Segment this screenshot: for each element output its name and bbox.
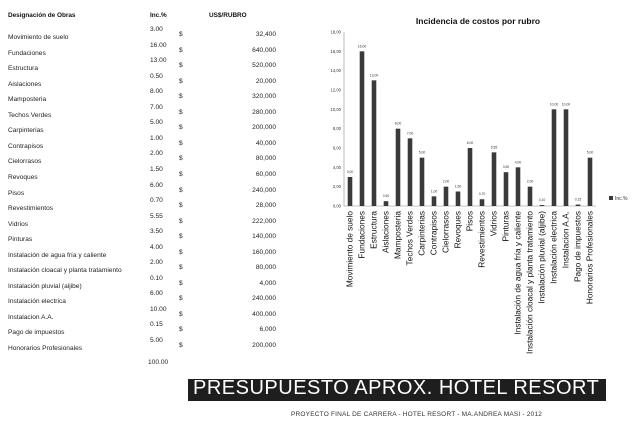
x-tick-label: Contrapisos <box>428 211 439 256</box>
row-name: Estructura <box>8 65 39 73</box>
y-tick-label: 12,00 <box>330 87 341 93</box>
data-label: 13,00 <box>369 73 379 78</box>
bar <box>564 109 569 206</box>
y-tick-label: 6,00 <box>332 145 341 151</box>
data-label: 0,10 <box>538 198 546 203</box>
row-amount: 400,000 <box>252 310 276 318</box>
row-incidence: 2.00 <box>150 259 163 267</box>
bar <box>444 187 449 206</box>
x-tick-label: Techos Verdes <box>404 211 415 266</box>
bar <box>516 167 521 206</box>
row-name: Instalación cloacal y planta tratamiento <box>8 267 122 275</box>
header-designation: Designación de Obras <box>8 12 76 19</box>
row-name: Revestimientos <box>8 205 54 213</box>
row-currency: $ <box>179 186 183 194</box>
y-tick-label: 2,00 <box>332 184 341 190</box>
total-incidence: 100.00 <box>148 359 169 366</box>
bar <box>372 80 377 206</box>
row-amount: 6,000 <box>259 326 276 334</box>
x-tick-label: Vidrios <box>488 211 499 237</box>
row-currency: $ <box>179 46 183 54</box>
row-name: Mamposteria <box>8 96 47 104</box>
x-tick-label: Movimiento de suelo <box>344 211 355 288</box>
row-name: Vidrios <box>8 220 29 228</box>
data-label: 2,00 <box>526 179 534 184</box>
data-label: 10,00 <box>549 102 559 107</box>
row-name: Pago de impuestos <box>8 329 65 337</box>
row-currency: $ <box>179 62 183 70</box>
row-incidence: 10.00 <box>150 305 167 313</box>
row-currency: $ <box>179 170 183 178</box>
row-amount: 60,000 <box>255 170 276 178</box>
row-name: Cielorrasos <box>8 158 42 166</box>
x-tick-label: Pago de impuestos <box>572 211 583 283</box>
y-tick-label: 16,00 <box>330 48 341 54</box>
x-tick-label: Fundaciones <box>356 211 367 259</box>
y-tick-label: 4,00 <box>332 164 341 170</box>
header-usd-per-item: US$/RUBRO <box>209 12 247 19</box>
bar <box>504 172 509 206</box>
row-name: Instalación de agua fría y caliente <box>8 251 107 259</box>
row-currency: $ <box>179 326 183 334</box>
data-label: 5,55 <box>490 145 498 150</box>
row-amount: 140,000 <box>252 233 276 241</box>
x-tick-label: Revestimientos <box>476 211 487 268</box>
row-currency: $ <box>179 31 183 38</box>
row-incidence: 5.00 <box>150 337 163 344</box>
bar <box>408 138 413 206</box>
row-currency: $ <box>179 233 183 241</box>
y-tick-label: 0,00 <box>332 203 341 209</box>
y-tick-labels <box>331 30 342 209</box>
row-incidence: 5.55 <box>150 212 163 220</box>
row-currency: $ <box>179 108 183 116</box>
bar <box>540 205 545 206</box>
row-currency: $ <box>179 155 183 163</box>
banner-title: PRESUPUESTO APROX. HOTEL RESORT <box>193 377 600 399</box>
row-amount: 80,000 <box>255 264 276 272</box>
data-label: 1,50 <box>454 184 462 189</box>
row-amount: 80,000 <box>255 155 276 163</box>
data-label: 0,70 <box>478 192 486 197</box>
row-amount: 222,000 <box>252 217 276 225</box>
row-incidence: 13.00 <box>150 57 167 65</box>
row-name: Carpinterias <box>8 127 44 135</box>
data-label: 3,00 <box>346 170 354 174</box>
row-incidence: 1.00 <box>150 134 163 142</box>
y-tick-label: 10,00 <box>330 106 341 112</box>
data-label: 0,15 <box>574 197 582 202</box>
row-amount: 640,000 <box>252 46 276 54</box>
x-tick-label: Aislaciones <box>380 211 391 253</box>
row-incidence: 8.00 <box>150 88 163 96</box>
row-amount: 20,000 <box>255 77 276 85</box>
chart-title: Incidencia de costos por rubro <box>415 16 541 26</box>
row-currency: $ <box>179 202 183 210</box>
row-currency: $ <box>179 248 183 256</box>
row-currency: $ <box>179 124 183 132</box>
header-incidence: Inc.% <box>150 12 167 19</box>
x-tick-label: Instalación pluvial (aljibe) <box>536 211 547 304</box>
row-incidence: 7.00 <box>150 103 163 111</box>
data-label: 8,00 <box>394 121 402 126</box>
row-incidence: 0.70 <box>150 197 163 205</box>
bar <box>360 51 365 206</box>
row-name: Instalacion A.A. <box>8 313 54 321</box>
bar <box>396 129 401 206</box>
row-incidence: 16.00 <box>150 41 167 49</box>
data-label: 10,00 <box>561 102 571 107</box>
row-amount: 160,000 <box>252 248 276 256</box>
row-incidence: 0.15 <box>150 321 163 329</box>
x-tick-label: Instalacion A.A. <box>560 211 571 269</box>
data-label: 5,00 <box>418 150 426 155</box>
row-name: Revoques <box>8 173 38 181</box>
row-incidence: 6.00 <box>150 290 163 298</box>
row-incidence: 6.00 <box>150 181 163 189</box>
row-currency: $ <box>179 279 183 287</box>
table-row <box>0 336 300 356</box>
row-currency: $ <box>179 77 183 85</box>
x-tick-label: Carpinterias <box>416 211 427 256</box>
row-currency: $ <box>179 93 183 101</box>
x-tick-label: Revoques <box>452 211 463 249</box>
row-amount: 280,000 <box>252 108 276 116</box>
bars <box>348 51 593 206</box>
row-incidence: 0.50 <box>150 72 163 80</box>
x-tick-label: Estructura <box>368 211 379 249</box>
x-tick-label: Pisos <box>464 211 475 232</box>
bar <box>384 201 389 206</box>
row-amount: 520,000 <box>252 62 276 70</box>
data-label: 5,00 <box>586 150 594 155</box>
bar <box>480 199 485 206</box>
row-name: Instalación pluvial (aljibe) <box>8 282 82 290</box>
data-label: 0,50 <box>382 194 390 199</box>
row-currency: $ <box>179 139 183 147</box>
row-incidence: 0.10 <box>150 274 163 282</box>
row-amount: 28,000 <box>255 202 276 210</box>
data-label: 3,50 <box>502 165 510 170</box>
row-name: Contrapisos <box>8 142 44 150</box>
row-amount: 40,000 <box>255 139 276 147</box>
data-label: 4,00 <box>514 160 522 165</box>
row-name: Pisos <box>8 189 25 197</box>
row-currency: $ <box>179 217 183 225</box>
bar <box>432 196 437 206</box>
row-name: Honorarios Profesionales <box>8 345 83 352</box>
row-currency: $ <box>179 310 183 318</box>
x-tick-label: Instalación cloacal y planta tratamiento <box>524 211 535 354</box>
bar <box>552 109 557 206</box>
bar <box>420 158 425 206</box>
data-label: 2,00 <box>442 179 450 184</box>
row-amount: 32,400 <box>255 31 276 38</box>
x-tick-label: Pinturas <box>500 211 511 242</box>
row-incidence: 3.50 <box>150 228 163 236</box>
row-incidence: 1.50 <box>150 165 163 173</box>
cost-incidence-chart <box>300 0 638 375</box>
x-tick-label: Honorarios Profesionales <box>584 211 595 305</box>
row-name: Fundaciones <box>8 49 46 57</box>
row-name: Instalación electrica <box>8 298 66 306</box>
bar <box>492 152 497 206</box>
data-label: 7,00 <box>406 131 414 136</box>
row-amount: 240,000 <box>252 186 276 194</box>
x-tick-label: Instalación de agua fría y caliente <box>512 211 523 335</box>
row-amount: 4,000 <box>259 279 276 287</box>
x-tick-label: Cielorrasos <box>440 211 451 253</box>
row-name: Techos Verdes <box>8 111 52 119</box>
data-label: 16,00 <box>357 44 367 49</box>
bar <box>468 148 473 206</box>
row-incidence: 4.00 <box>150 243 163 251</box>
data-label: 6,00 <box>466 141 474 145</box>
x-tick-label: Instalación electrica <box>548 211 559 284</box>
y-tick-label: 14,00 <box>330 68 341 74</box>
row-incidence: 2.00 <box>150 150 163 158</box>
bar <box>528 187 533 206</box>
row-amount: 200,000 <box>252 124 276 132</box>
row-currency: $ <box>179 342 183 349</box>
footer-credit: PROYECTO FINAL DE CARRERA - HOTEL RESORT - MA.ANDREA MASI - 2012 <box>291 411 543 418</box>
row-incidence: 3.00 <box>150 26 163 33</box>
row-amount: 200,000 <box>252 342 276 349</box>
row-name: Pinturas <box>8 236 33 244</box>
y-tick-label: 8,00 <box>332 126 341 132</box>
bar <box>576 205 581 206</box>
bar <box>348 177 353 206</box>
row-amount: 240,000 <box>252 295 276 303</box>
row-amount: 320,000 <box>252 93 276 101</box>
row-name: Movimiento de suelo <box>8 34 69 41</box>
row-currency: $ <box>179 295 183 303</box>
row-incidence: 5.00 <box>150 119 163 127</box>
bar <box>588 158 593 206</box>
row-currency: $ <box>179 264 183 272</box>
x-tick-labels <box>345 211 595 354</box>
row-name: Aislaciones <box>8 80 42 88</box>
y-tick-label: 18,00 <box>330 29 341 35</box>
bar <box>456 192 461 207</box>
data-label: 1,00 <box>430 189 438 194</box>
x-tick-label: Mamposteria <box>392 211 403 259</box>
legend-swatch <box>609 196 613 200</box>
legend-label: Inc.% <box>615 196 628 202</box>
